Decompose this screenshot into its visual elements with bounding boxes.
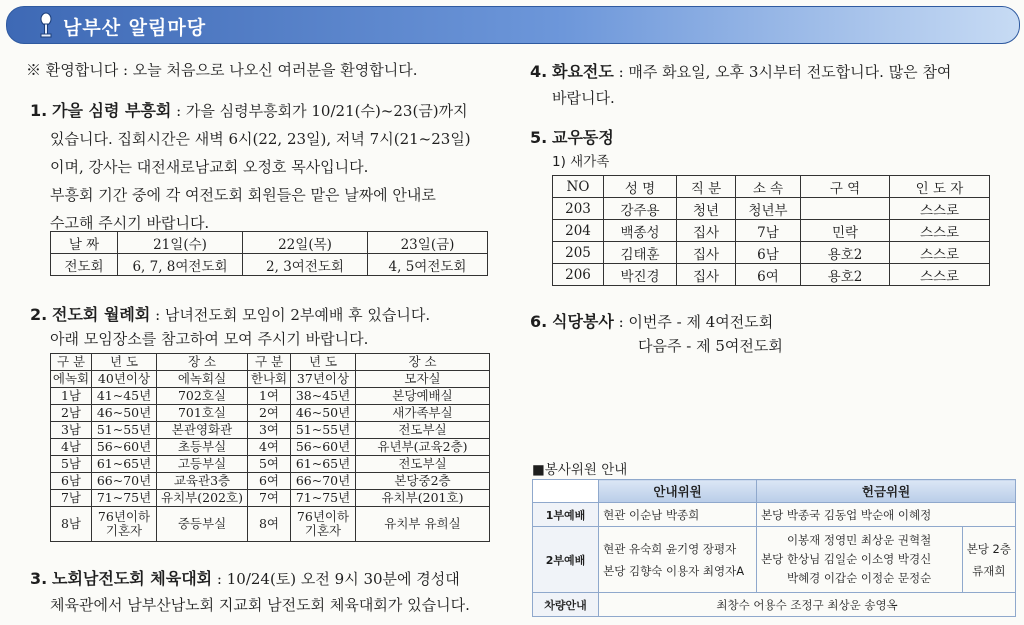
table-cell: 김태훈 [604,242,677,264]
table-header-cell: 소 속 [736,176,801,198]
table-cell: 7남 [736,220,801,242]
microphone-icon [37,12,55,38]
table-cell: 6여 [736,264,801,286]
table-header-row [51,354,490,371]
table-cell: 민락 [801,220,890,242]
table-cell: 유치부(202호) [157,490,248,507]
table-cell: 1여 [248,388,291,405]
table-header-cell: 년 도 [291,354,356,371]
table-cell: 4남 [51,439,92,456]
table-cell: 6남 [51,473,92,490]
table-cell: 6남 [736,242,801,264]
meeting-location-table [50,353,490,542]
table-cell: 71~75년 [291,490,356,507]
cell-line: 본당 김향숙 이용자 최영자A [603,563,745,578]
cell-line: 76년이하 [296,509,350,524]
table-cell: 유치부(201호) [356,490,490,507]
table-row [553,242,990,264]
table-cell: 현관 이순남 박종희 [599,503,757,527]
table-cell: 고등부실 [157,456,248,473]
text-line: 아래 모임장소를 참고하여 모여 주시기 바랍니다. [50,330,369,348]
table-cell: 702호실 [157,388,248,405]
table-cell: 61~65년 [92,456,157,473]
item-text: : 이번주 - 제 4여전도회 [613,313,774,331]
item-text: : 가을 심령부흥회가 10/21(수)~23(금)까지 [171,102,468,120]
cell-prefix: 본당 [761,552,784,566]
table-cell: 박진경 [604,264,677,286]
table-cell: 에녹회 [51,371,92,388]
cell-line: 박혜경 이갑순 이정순 문정순 [786,571,932,585]
new-members-table [552,175,990,286]
row-label: 차량안내 [533,593,599,617]
table-cell: 205 [553,242,604,264]
table-cell: 용호2 [801,264,890,286]
table-header-cell: 년 도 [92,354,157,371]
item-kitchen-service [530,309,773,332]
item-text: : 매주 화요일, 오후 3시부터 전도합니다. 많은 참여 [613,63,952,81]
table-row [51,405,490,422]
table-cell: 유치부 유희실 [356,507,490,542]
table-header-cell: 구 분 [51,354,92,371]
table-row [51,473,490,490]
table-cell: 51~55년 [92,422,157,439]
table-cell: 집사 [677,264,736,286]
table-row [533,527,1016,593]
table-cell: 스스로 [890,220,990,242]
table-cell: 7여 [248,490,291,507]
table-row [51,456,490,473]
table-header-cell [533,480,599,503]
item-number: 4. [530,62,548,81]
table-header-row [553,176,990,198]
table-header-cell: 구 역 [801,176,890,198]
table-cell: 에녹회실 [157,371,248,388]
table-cell: 한나회 [248,371,291,388]
table-cell: 스스로 [890,264,990,286]
table-header-cell: 장 소 [157,354,248,371]
table-row [51,507,490,542]
item-number: 5. [530,128,548,147]
table-cell: 41~45년 [92,388,157,405]
table-row [51,422,490,439]
table-cell: 6여 [248,473,291,490]
welcome-text: ※ 환영합니다 : 오늘 처음으로 나오신 여러분을 환영합니다. [26,61,418,79]
table-cell: 61~65년 [291,456,356,473]
table-cell: 21일(수) [118,232,243,254]
table-cell: 용호2 [801,242,890,264]
item-heading: 가을 심령 부흥회 [52,101,172,120]
table-cell: 4여 [248,439,291,456]
table-row [51,490,490,507]
item-sports-day [30,566,460,589]
header-banner [6,6,1020,44]
table-cell: 66~70년 [92,473,157,490]
table-cell [757,527,963,593]
table-cell: 8여 [248,507,291,542]
table-cell: 본당중2층 [356,473,490,490]
item-number: 6. [530,312,548,331]
item-heading: 교우동정 [552,128,614,147]
table-cell: 유년부(교육2층) [356,439,490,456]
table-row [553,198,990,220]
service-committee-table [532,479,1016,617]
table-cell [92,507,157,542]
table-cell: 날 짜 [51,232,118,254]
table-cell: 전도부실 [356,422,490,439]
table-cell: 2남 [51,405,92,422]
item-heading: 식당봉사 [552,312,614,331]
table-header-cell: 안내위원 [599,480,757,503]
table-cell: 스스로 [890,198,990,220]
cell-line: 기혼자 [304,523,342,538]
table-cell: 스스로 [890,242,990,264]
table-cell [599,527,757,593]
item-number: 3. [30,569,48,588]
text-line: 이며, 강사는 대전새로남교회 오정호 목사입니다. [50,158,369,176]
cell-line: 이봉재 정영민 최상운 권혁철 [786,533,932,547]
table-cell: 본당예배실 [356,388,490,405]
table-cell: 66~70년 [291,473,356,490]
cell-line: 류재희 [972,563,1006,578]
table-header-cell: 직 분 [677,176,736,198]
table-cell: 모자실 [356,371,490,388]
table-cell: 3여 [248,422,291,439]
table-cell: 4, 5여전도회 [368,254,488,276]
table-cell: 6, 7, 8여전도회 [118,254,243,276]
table-header-cell: 헌금위원 [757,480,1016,503]
table-cell: 701호실 [157,405,248,422]
table-cell: 백종성 [604,220,677,242]
item-number: 1. [30,101,48,120]
table-cell: 본관영화관 [157,422,248,439]
table-row [51,254,488,276]
table-cell: 22일(목) [243,232,368,254]
table-cell: 7남 [51,490,92,507]
table-cell: 최창수 어용수 조정구 최상운 송영옥 [599,593,1016,617]
item-member-news [530,125,614,148]
text-line: 수고해 주시기 바랍니다. [50,214,210,232]
table-header-cell: 장 소 [356,354,490,371]
table-cell: 5남 [51,456,92,473]
service-title: ■봉사위원 안내 [532,462,628,478]
text-line: 체육관에서 남부산남노회 지교회 남전도회 체육대회가 있습니다. [50,596,470,614]
table-header-cell: NO [553,176,604,198]
table-cell: 전도부실 [356,456,490,473]
table-cell: 초등부실 [157,439,248,456]
table-cell: 집사 [677,242,736,264]
table-row [553,264,990,286]
table-cell: 교육관3층 [157,473,248,490]
table-cell: 3남 [51,422,92,439]
table-cell: 206 [553,264,604,286]
table-cell [801,198,890,220]
cell-line: 76년이하 [97,509,151,524]
text-line: 다음주 - 제 5여전도회 [638,337,783,355]
table-cell: 강주용 [604,198,677,220]
table-row [533,593,1016,617]
table-cell: 1남 [51,388,92,405]
sub-heading: 1) 새가족 [552,154,610,170]
table-cell: 청년부 [736,198,801,220]
table-cell: 71~75년 [92,490,157,507]
table-cell: 전도회 [51,254,118,276]
table-cell: 중등부실 [157,507,248,542]
table-row [51,388,490,405]
cell-line: 기혼자 [105,523,143,538]
item-heading: 화요전도 [552,62,614,81]
table-cell: 46~50년 [291,405,356,422]
table-row [51,232,488,254]
table-row [51,439,490,456]
item-text: : 10/24(토) 오전 9시 30분에 경성대 [212,570,460,588]
table-cell: 204 [553,220,604,242]
table-row [553,220,990,242]
cell-line: 본당 2층 [966,541,1011,556]
table-cell: 5여 [248,456,291,473]
revival-schedule-table [50,231,488,276]
table-cell: 38~45년 [291,388,356,405]
table-cell: 8남 [51,507,92,542]
table-cell: 51~55년 [291,422,356,439]
text-line: 있습니다. 집회시간은 새벽 6시(22, 23일), 저녁 7시(21~23일) [50,130,471,148]
table-header-cell: 구 분 [248,354,291,371]
table-cell: 집사 [677,220,736,242]
table-cell: 46~50년 [92,405,157,422]
table-cell: 2, 3여전도회 [243,254,368,276]
table-cell: 203 [553,198,604,220]
cell-line: 한상님 김일순 이소영 박경신 [786,552,932,566]
item-heading: 노회남전도회 체육대회 [52,569,213,588]
table-header-cell: 성 명 [604,176,677,198]
table-cell: 37년이상 [291,371,356,388]
table-cell: 새가족부실 [356,405,490,422]
table-row [533,503,1016,527]
table-header-row [533,480,1016,503]
table-cell: 40년이상 [92,371,157,388]
text-line: 바랍니다. [552,89,615,107]
table-cell: 본당 박종국 김동업 박순애 이혜정 [757,503,1016,527]
page-title: 남부산 알림마당 [63,17,207,39]
row-label: 1부예배 [533,503,599,527]
item-revival [30,97,468,125]
item-tuesday-evangelism [530,59,951,82]
cell-line: 현관 유숙희 윤기영 장평자 [603,541,737,556]
table-cell [962,527,1015,593]
item-monthly-meeting [30,302,430,325]
table-header-cell: 인 도 자 [890,176,990,198]
item-heading: 전도회 월례회 [52,305,151,324]
text-line: 부흥회 기간 중에 각 여전도회 회원들은 맡은 날짜에 안내로 [50,186,436,204]
table-row [51,371,490,388]
item-number: 2. [30,305,48,324]
table-cell [291,507,356,542]
item-text: : 남녀전도회 모임이 2부예배 후 있습니다. [150,306,431,324]
item-revival-body [50,125,471,237]
table-cell: 56~60년 [92,439,157,456]
table-cell: 56~60년 [291,439,356,456]
row-label: 2부예배 [533,527,599,593]
table-cell: 2여 [248,405,291,422]
table-cell: 청년 [677,198,736,220]
table-cell: 23일(금) [368,232,488,254]
